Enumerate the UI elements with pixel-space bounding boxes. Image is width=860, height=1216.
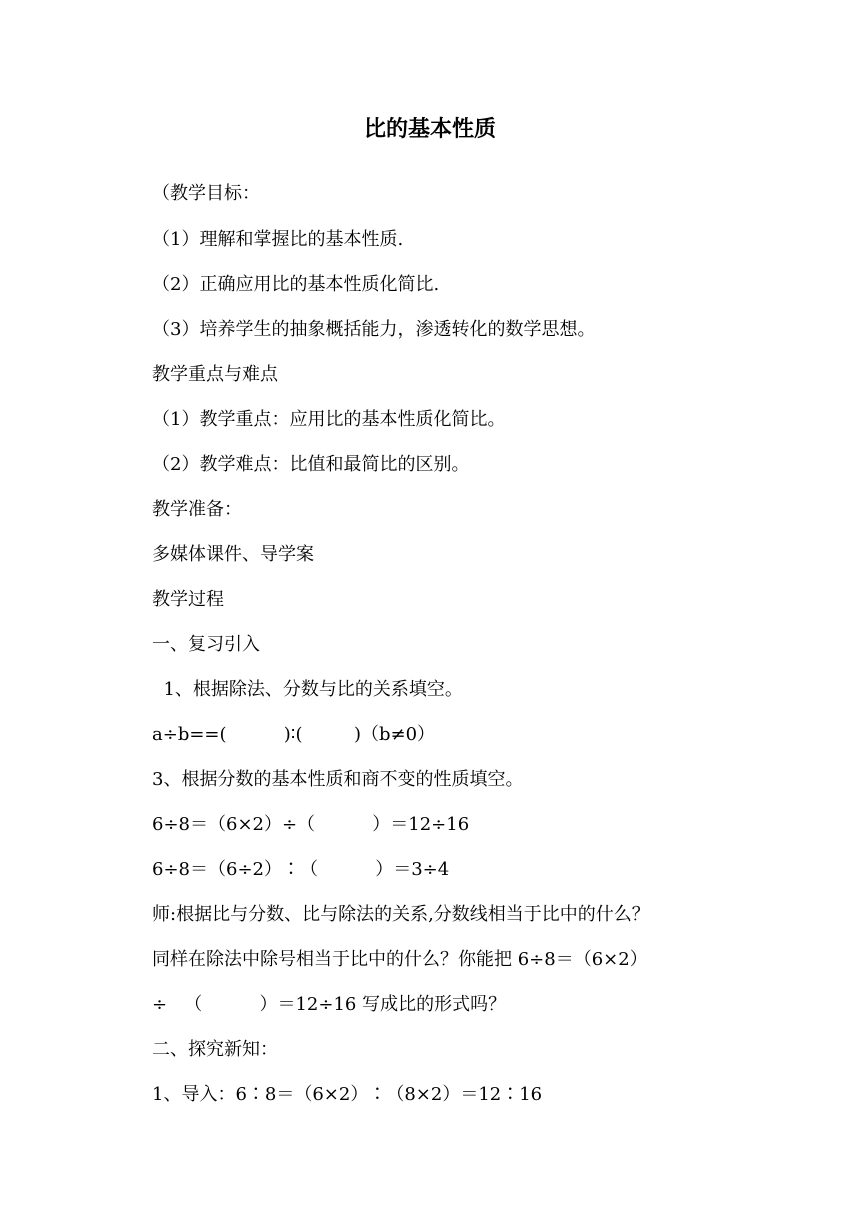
- text-line: （1）理解和掌握比的基本性质.: [152, 229, 404, 250]
- text-line: 一、复习引入: [152, 634, 260, 655]
- text-line: ÷ （ ）＝12÷16 写成比的形式吗？: [152, 994, 507, 1015]
- text-line: 1、导入：6∶8＝（6×2）∶（8×2）＝12∶16: [152, 1084, 543, 1105]
- text-line: a÷b==( )∶( )（b≠0）: [152, 724, 436, 745]
- text-line: 师:根据比与分数、比与除法的关系,分数线相当于比中的什么？: [152, 904, 650, 925]
- page-title: 比的基本性质: [363, 117, 496, 142]
- text-line: 二、探究新知：: [152, 1039, 278, 1060]
- text-line: 6÷8＝（6×2）÷（ ）＝12÷16: [152, 814, 470, 835]
- text-line: 1、根据除法、分数与比的关系填空。: [152, 679, 463, 700]
- text-line: （2）教学难点：比值和最简比的区别。: [152, 454, 470, 475]
- text-line: （1）教学重点：应用比的基本性质化简比。: [152, 409, 506, 430]
- text-line: （2）正确应用比的基本性质化简比.: [152, 274, 440, 295]
- text-line: 同样在除法中除号相当于比中的什么？你能把 6÷8＝（6×2）: [152, 949, 648, 970]
- text-line: 多媒体课件、导学案: [152, 544, 314, 565]
- text-line: 教学重点与难点: [152, 364, 278, 385]
- text-line: （教学目标：: [152, 183, 260, 204]
- text-line: 教学准备：: [152, 499, 242, 520]
- text-line: 6÷8＝（6÷2）∶（ ）＝3÷4: [152, 859, 450, 880]
- text-line: 3、根据分数的基本性质和商不变的性质填空。: [152, 769, 524, 790]
- text-line: （3）培养学生的抽象概括能力，渗透转化的数学思想。: [152, 319, 596, 340]
- text-line: 教学过程: [152, 589, 224, 610]
